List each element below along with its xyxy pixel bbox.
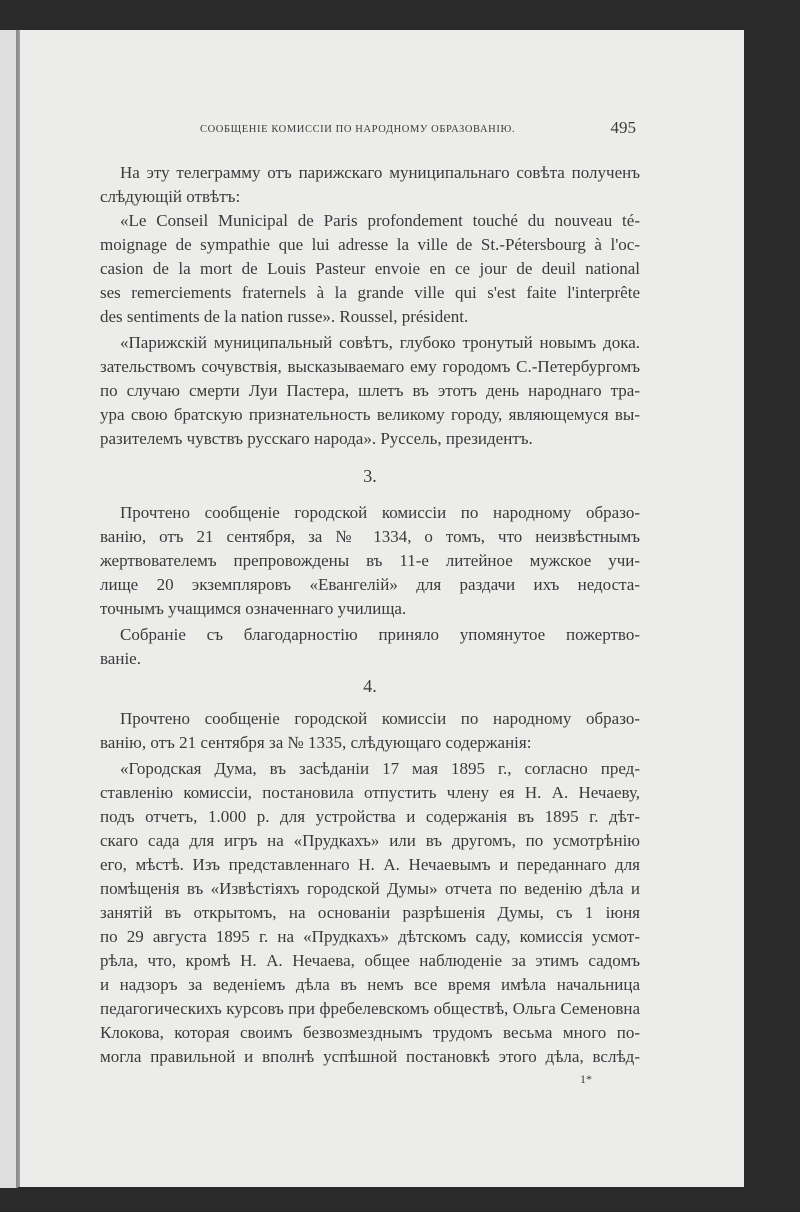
signature-mark: 1*	[580, 1072, 592, 1086]
text-line: Собраніе съ благодарностію приняло упомянутое пожертво-	[120, 625, 640, 644]
text-line: «Парижскій муниципальный совѣтъ, глубоко тронутый новымъ дока.	[120, 333, 640, 352]
page-gutter-line	[16, 30, 18, 1188]
text-line: по 29 августа 1895 г. на «Прудкахъ» дѣтскомъ саду, комиссія усмот-	[100, 927, 640, 946]
text-line: зательствомъ сочувствія, высказываемаго ему городомъ С.-Петербургомъ	[100, 357, 640, 376]
text-line: занятій въ открытомъ, на основаніи разрѣшенія Думы, съ 1 іюня	[100, 903, 640, 922]
text-line: «Городская Дума, въ засѣданіи 17 мая 1895 г., согласно пред-	[120, 759, 640, 778]
running-head	[100, 118, 640, 142]
text-line: ставленію комиссіи, постановила отпустить члену ея Н. А. Нечаеву,	[100, 783, 640, 802]
text-line: рѣла, что, кромѣ Н. А. Нечаева, общее наблюденіе за этимъ садомъ	[100, 951, 640, 970]
section-number-3: 3.	[363, 466, 377, 486]
page-number: 495	[610, 118, 636, 137]
text-line: Прочтено сообщеніе городской комиссіи по народному образо-	[120, 709, 640, 728]
text-line: скаго сада для игръ на «Прудкахъ» или въ другомъ, по усмотрѣнію	[100, 831, 640, 850]
text-line: ванію, отъ 21 сентября, за № 1334, о томъ, что неизвѣстнымъ	[100, 527, 640, 546]
text-line: и надзоръ за веденіемъ дѣла въ немъ все время имѣла начальница	[100, 975, 640, 994]
text-line: Прочтено сообщеніе городской комиссіи по народному образо-	[120, 503, 640, 522]
text-line: moignage de sympathie que lui adresse la ville de St.-Pétersbourg à l'oc-	[100, 235, 640, 254]
section-number-4: 4.	[363, 676, 377, 696]
text-line: жертвователемъ препровождены въ 11-е литейное мужское учи-	[100, 551, 640, 570]
text-line: На эту телеграмму отъ парижскаго муниципальнаго совѣта полученъ	[120, 163, 640, 182]
text-line: его, мѣстѣ. Изъ представленнаго Н. А. Нечаевымъ и переданнаго для	[100, 855, 640, 874]
text-line: слѣдующій отвѣтъ:	[100, 187, 241, 206]
text-line: помѣщенія въ «Извѣстіяхъ городской Думы» отчета по веденію дѣла и	[100, 879, 640, 898]
text-line: ванію, отъ 21 сентября за № 1335, слѣдующаго содержанія:	[100, 733, 532, 752]
text-line: педагогическихъ курсовъ при фребелевскомъ обществѣ, Ольга Семеновна	[100, 999, 640, 1018]
text-line: ваніе.	[100, 649, 141, 668]
running-head-title: СООБЩЕНІЕ КОМИССІИ ПО НАРОДНОМУ ОБРАЗОВАНІЮ.	[200, 124, 516, 135]
text-line: могла правильной и вполнѣ успѣшной постановкѣ этого дѣла, вслѣд-	[100, 1047, 640, 1066]
text-line: подъ отчетъ, 1.000 р. для устройства и содержанія въ 1895 г. дѣт-	[100, 807, 640, 826]
text-line: точнымъ учащимся означеннаго училища.	[100, 599, 407, 618]
text-line: «Le Conseil Municipal de Paris profondement touché du nouveau té-	[120, 211, 640, 230]
text-line: по случаю смерти Луи Пастера, шлетъ въ этотъ день народнаго тра-	[100, 381, 640, 400]
text-line: разителемъ чувствъ русскаго народа». Руссель, президентъ.	[100, 429, 533, 448]
facing-page-edge	[0, 30, 16, 1188]
text-line: лище 20 экземпляровъ «Евангелій» для раздачи ихъ недоста-	[100, 575, 640, 594]
text-line: casion de la mort de Louis Pasteur envoie en ce jour de deuil national	[100, 259, 640, 278]
text-line: ses remerciements fraternels à la grande ville qui s'est faite l'interprête	[100, 283, 640, 302]
text-line: Клокова, которая своимъ безвозмезднымъ трудомъ весьма много по-	[100, 1023, 640, 1042]
text-line: des sentiments de la nation russe». Roussel, président.	[100, 307, 469, 326]
text-line: ура свою братскую признательность великому городу, являющемуся вы-	[100, 405, 640, 424]
